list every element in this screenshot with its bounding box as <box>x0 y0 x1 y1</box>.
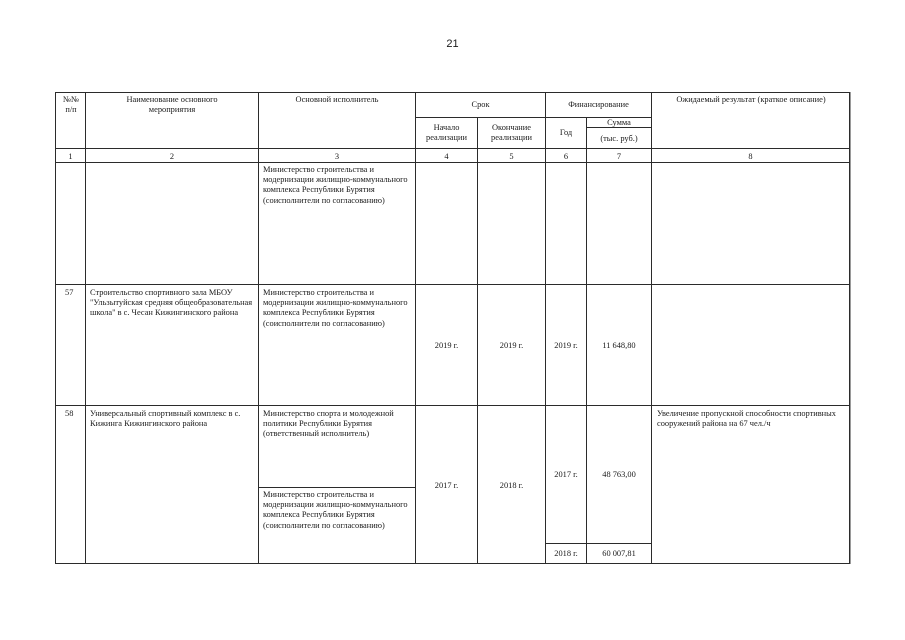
row-year: 2019 г. <box>554 341 578 350</box>
column-number: 7 <box>616 152 622 161</box>
row-executor-responsible: Министерство спорта и молодежной политики Республики Бурятия (ответственный исполнитель) <box>263 409 394 439</box>
column-number: 8 <box>748 152 753 161</box>
row-divider-57 <box>55 284 850 285</box>
header-result: Ожидаемый результат (краткое описание) <box>676 95 826 104</box>
page-number: 21 <box>446 38 459 50</box>
row-executor: Министерство строительства и модернизации жилищно-коммунального комплекса Республики Бурятия (соисполнители по согласованию) <box>263 165 408 205</box>
row-term-end: 2018 г. <box>499 481 524 490</box>
header-term: Срок <box>471 100 490 109</box>
col-line-3 <box>415 92 416 564</box>
header-num: №№ п/п <box>63 95 79 115</box>
executor-split-line <box>258 487 415 488</box>
col-line-7 <box>651 92 652 564</box>
column-number: 4 <box>444 152 449 161</box>
row-term-end: 2019 г. <box>499 341 524 350</box>
row-executor-coexecutor: Министерство строительства и модернизации жилищно-коммунального комплекса Республики Бурятия (соисполнители по согласованию) <box>263 490 408 530</box>
table-border-top <box>55 92 850 93</box>
row-result: Увеличение пропускной способности спортивных сооружений района на 67 чел./ч <box>657 409 836 429</box>
column-number: 6 <box>563 152 569 161</box>
header-term-start: Начало реализации <box>426 123 467 143</box>
row-divider-58 <box>55 405 850 406</box>
header-year: Год <box>559 128 573 137</box>
header-financing: Финансирование <box>568 100 629 109</box>
row-sum: 60 007,81 <box>602 549 636 558</box>
header-name: Наименование основного мероприятия <box>126 95 218 115</box>
header-term-end: Окончание реализации <box>491 123 532 143</box>
col-line-2 <box>258 92 259 564</box>
row-sum: 48 763,00 <box>602 470 636 479</box>
row-term-start: 2017 г. <box>434 481 459 490</box>
table-border-shadow <box>850 92 851 564</box>
header-sum: Сумма <box>607 118 631 127</box>
row-number: 57 <box>65 288 74 297</box>
row-name: Строительство спортивного зала МБОУ "Ульзытуйская средняя общеобразовательная школа" в с. Чесан Кижингинского района <box>90 288 253 318</box>
header-bottom-line <box>55 148 850 149</box>
table-border-bottom <box>55 563 850 564</box>
financing-split-line <box>545 543 651 544</box>
row-number: 58 <box>65 409 74 418</box>
row-term-start: 2019 г. <box>434 341 459 350</box>
row-executor: Министерство строительства и модернизации жилищно-коммунального комплекса Республики Бурятия (соисполнители по согласованию) <box>263 288 408 328</box>
table-border-left <box>55 92 56 564</box>
col-line-5 <box>545 92 546 564</box>
row-year: 2017 г. <box>554 470 578 479</box>
header-sum-unit: (тыс. руб.) <box>600 134 638 143</box>
column-number: 2 <box>169 152 175 161</box>
row-name: Универсальный спортивный комплекс в с. Кижинга Кижингинского района <box>90 409 241 429</box>
column-number: 5 <box>509 152 514 161</box>
column-number: 1 <box>68 152 73 161</box>
column-number: 3 <box>334 152 340 161</box>
row-year: 2018 г. <box>554 549 578 558</box>
row-sum: 11 648,80 <box>602 341 636 350</box>
header-executor: Основной исполнитель <box>295 95 379 104</box>
col-line-1 <box>85 92 86 564</box>
